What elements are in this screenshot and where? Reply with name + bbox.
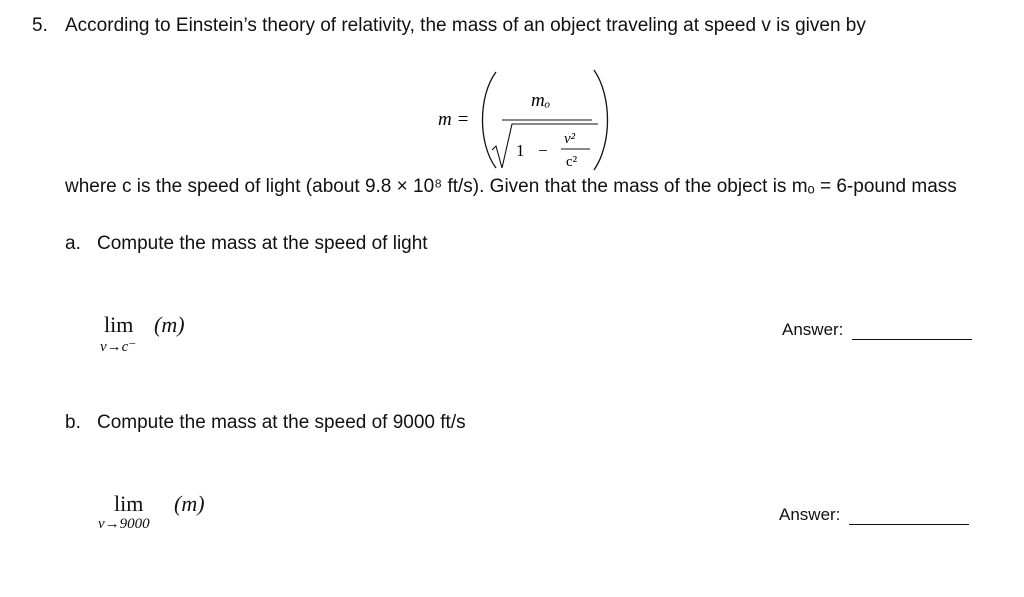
left-paren <box>483 72 497 168</box>
answer-a-blank[interactable] <box>852 339 972 340</box>
formula-minus: − <box>538 141 548 160</box>
formula-numerator: mₒ <box>531 90 551 111</box>
mass-formula <box>430 66 610 172</box>
answer-b-blank[interactable] <box>849 524 969 525</box>
part-a-text: Compute the mass at the speed of light <box>97 233 428 254</box>
formula-lhs: m = <box>438 109 470 130</box>
limit-a-expr: (m) <box>154 312 185 337</box>
answer-b-label: Answer: <box>779 505 841 524</box>
formula-c-squared: c² <box>566 154 578 170</box>
answer-a-label: Answer: <box>782 320 844 339</box>
question-text: According to Einstein’s theory of relativity, the mass of an object traveling at speed v is given by <box>65 15 866 36</box>
formula-graphic <box>430 66 610 172</box>
part-a-marker: a. <box>65 233 81 254</box>
limit-a-word: lim <box>104 312 134 337</box>
formula-one: 1 <box>516 141 525 160</box>
limit-b-word: lim <box>114 491 144 516</box>
given-text: where c is the speed of light (about 9.8 × 10⁸ ft/s). Given that the mass of the object is mₒ = 6-pound mass <box>65 176 957 197</box>
limit-b-sub: v→9000 <box>98 516 150 532</box>
limit-a-sub: v→c⁻ <box>100 339 137 355</box>
limit-expression-a <box>90 312 210 358</box>
question-number: 5. <box>32 15 48 36</box>
right-paren <box>594 70 608 170</box>
limit-expression-b <box>90 491 230 537</box>
limit-b-expr: (m) <box>174 491 205 516</box>
formula-v-squared: v² <box>564 131 576 147</box>
part-b-text: Compute the mass at the speed of 9000 ft/s <box>97 412 466 433</box>
part-b-marker: b. <box>65 412 81 433</box>
